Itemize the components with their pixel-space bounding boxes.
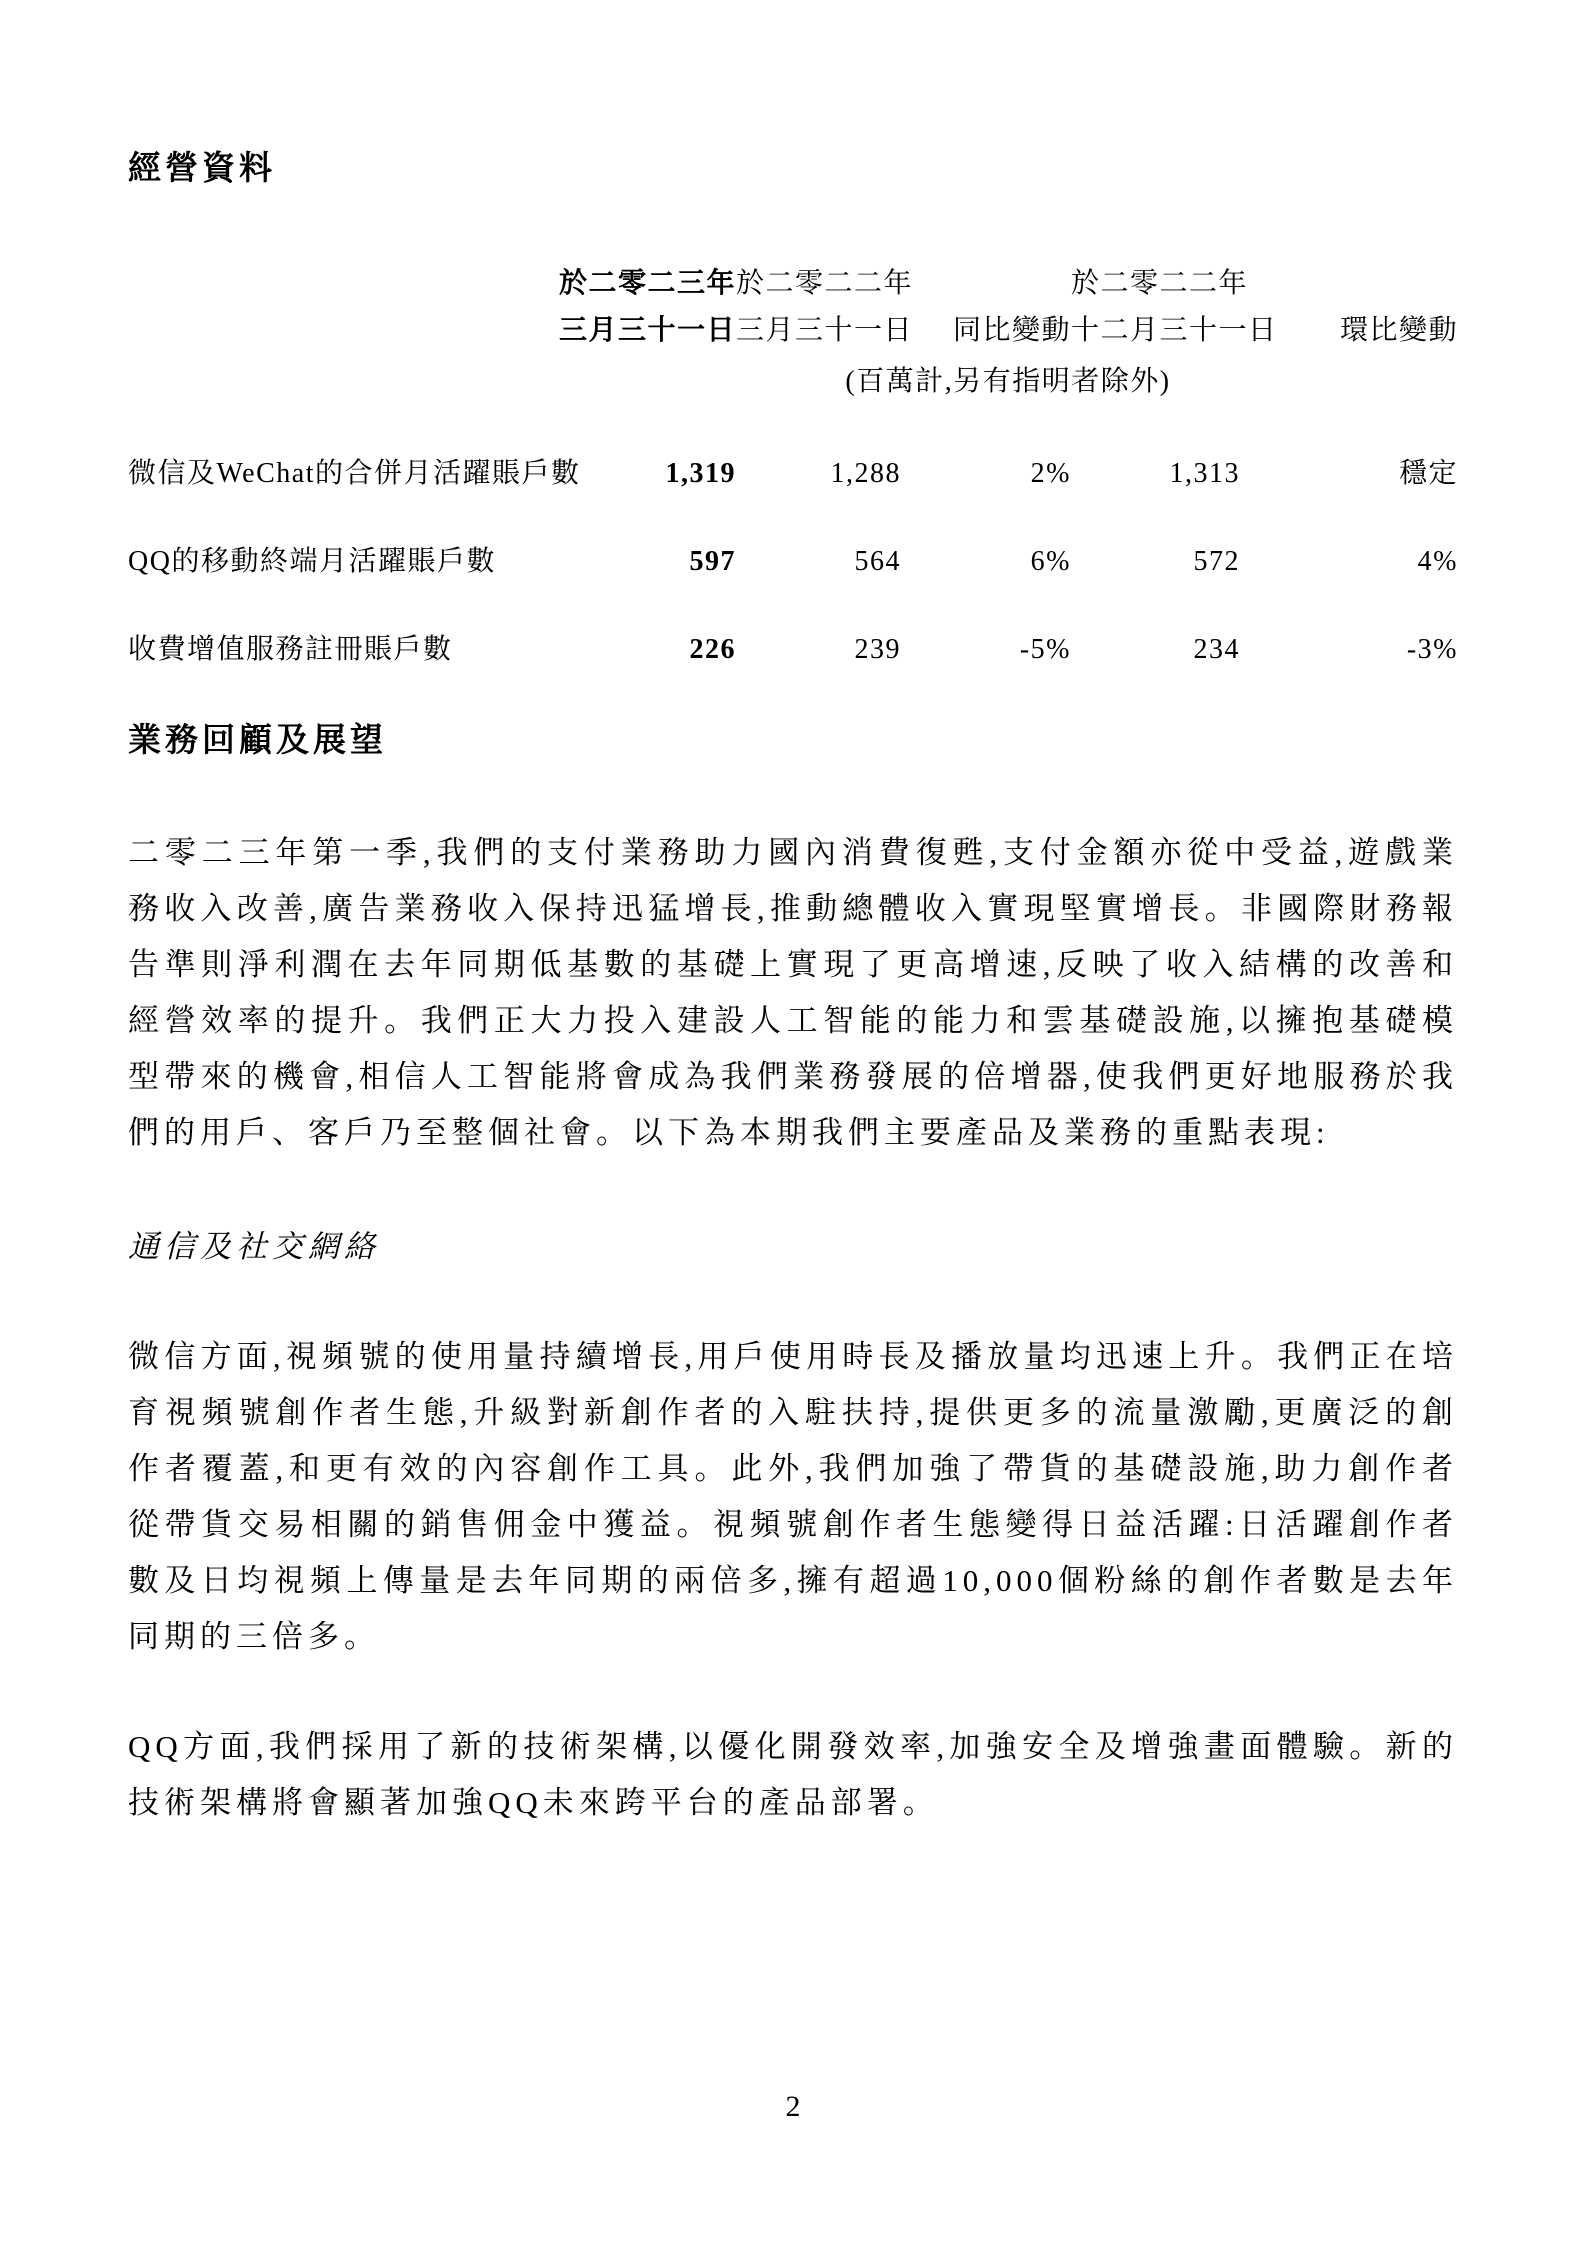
table-row (128, 430, 1458, 518)
header-current-period-line2: 三月三十一日 (558, 314, 736, 346)
subsection-title-communication-social: 通信及社交網絡 (128, 1229, 380, 1265)
paragraph-wechat: 微信方面,視頻號的使用量持續增長,用戶使用時長及播放量均迅速上升。我們正在培育視頻號創作者生態,升級對新創作者的入駐扶持,提供更多的流量激勵,更廣泛的創作者覆蓋,和更有效的內容創作工具。此外,我們加強了帶貨的基礎設施,助力創作者從帶貨交易相關的銷售佣金中獲益。視頻號創作者生態變得日益活躍:日活躍創作者數及日均視頻上傳量是去年同期的兩倍多,擁有超過10,000個粉絲的創作者數是去年同期的三倍多。 (128, 1339, 1458, 1655)
page-content (128, 0, 1458, 1885)
header-prior-quarter-line1: 於二零二二年 (1071, 267, 1249, 299)
paragraph-business-overview: 二零二三年第一季,我們的支付業務助力國內消費復甦,支付金額亦從中受益,遊戲業務收入改善,廣告業務收入保持迅猛增長,推動總體收入實現堅實增長。非國際財務報告準則淨利潤在去年同期低基數的基礎上實現了更高增速,反映了收入結構的改善和經營效率的提升。我們正大力投入建設人工智能的能力和雲基礎設施,以擁抱基礎模型帶來的機會,相信人工智能將會成為我們業務發展的倍增器,使我們更好地服務於我們的用戶、客戶乃至整個社會。以下為本期我們主要產品及業務的重點表現: (128, 835, 1458, 1151)
section-title-operating-data: 經營資料 (128, 149, 276, 186)
row-label: QQ的移動終端月活躍賬戶數 (128, 545, 496, 577)
value-yoy-change: -5% (1019, 633, 1071, 665)
row-label: 收費增值服務註冊賬戶數 (128, 633, 453, 665)
value-prior-quarter: 1,313 (1169, 457, 1240, 489)
value-current-period: 597 (689, 545, 736, 577)
value-yoy-change: 6% (1030, 545, 1071, 577)
value-current-period: 226 (689, 633, 736, 665)
operating-data-table (128, 260, 1458, 694)
table-row (128, 518, 1458, 606)
table-header-row (128, 260, 1458, 354)
unit-empty (128, 354, 558, 430)
value-prior-quarter: 234 (1193, 633, 1240, 665)
header-empty (128, 260, 558, 354)
header-current-period (558, 260, 736, 354)
header-yoy-change (901, 260, 1071, 354)
table-unit-row (128, 354, 1458, 430)
unit-note: (百萬計,另有指明者除外) (845, 365, 1171, 397)
value-qoq-change: 穩定 (1398, 457, 1458, 489)
header-prior-quarter-line2: 十二月三十一日 (1071, 314, 1278, 346)
section-title-business-review: 業務回顧及展望 (128, 720, 387, 758)
header-yoy-change-label: 同比變動 (952, 314, 1071, 346)
header-prior-year (736, 260, 914, 354)
value-qoq-change: -3% (1406, 633, 1458, 665)
paragraph-qq: QQ方面,我們採用了新的技術架構,以優化開發效率,加強安全及增強畫面體驗。新的技術架構將會顯著加強QQ未來跨平台的產品部署。 (128, 1729, 1458, 1821)
header-prior-year-line2: 三月三十一日 (736, 314, 914, 346)
header-prior-year-line1: 於二零二二年 (736, 267, 914, 299)
header-prior-quarter (1071, 260, 1278, 354)
table-row (128, 606, 1458, 694)
row-label: 微信及WeChat的合併月活躍賬戶數 (128, 457, 581, 489)
value-yoy-change: 2% (1030, 457, 1071, 489)
value-qoq-change: 4% (1417, 545, 1458, 577)
header-current-period-line1: 於二零二三年 (558, 267, 736, 299)
page-number: 2 (785, 2090, 801, 2123)
header-qoq-change-label: 環比變動 (1339, 314, 1458, 346)
value-current-period: 1,319 (665, 457, 736, 489)
value-prior-quarter: 572 (1193, 545, 1240, 577)
value-prior-year: 239 (854, 633, 901, 665)
value-prior-year: 564 (854, 545, 901, 577)
value-prior-year: 1,288 (830, 457, 901, 489)
